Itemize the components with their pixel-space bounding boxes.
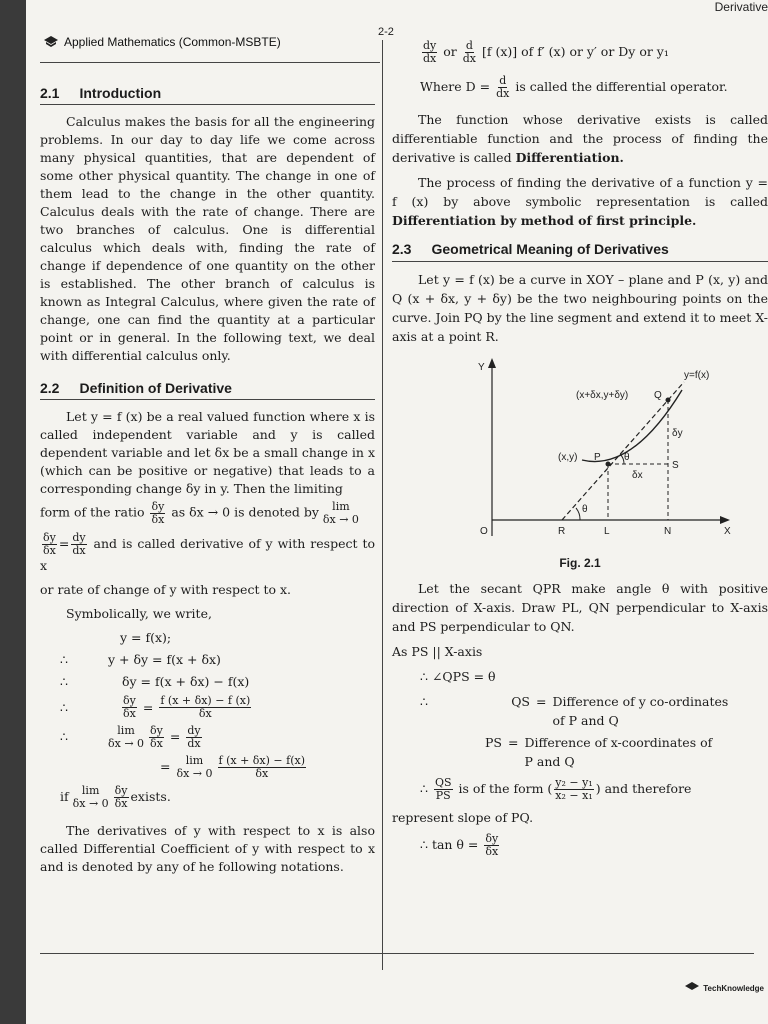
svg-text:O: O bbox=[480, 526, 488, 537]
right-column bbox=[392, 40, 768, 864]
slope-form-line: ∴ $\frac{QS}{PS}$ is of the form ( $\frac{\text{y₂ − y₁}}{\text{x₂ − x₁}}$ ) and therefore bbox=[420, 776, 692, 802]
section-number: 2.3 bbox=[392, 241, 412, 257]
svg-text:N: N bbox=[664, 526, 672, 537]
x-arrow-icon bbox=[720, 516, 730, 524]
section-title: Introduction bbox=[79, 85, 162, 101]
left-column bbox=[40, 70, 375, 882]
geometric-paragraph: Let y = f (x) be a curve in XOY – plane and P (x, y) and Q (x + δx, y + δy) be the two neighbouring points on the curve. Join PQ by the line segment and extend it to meet X-axis at a point R. bbox=[392, 272, 768, 344]
svg-text:δy: δy bbox=[672, 428, 683, 439]
rate-of-change-line: or rate of change of y with respect to x. bbox=[40, 582, 291, 597]
section-title: Geometrical Meaning of Derivatives bbox=[431, 241, 669, 257]
svg-text:y=f(x): y=f(x) bbox=[684, 370, 710, 381]
svg-text:δx: δx bbox=[632, 470, 643, 481]
intro-paragraph: Calculus makes the basis for all the engineering problems. In our day to day life we come across many physical quantities, that are dependent of some other physical quantity. The change in one of them lead to the change in the other quantity. Calculus deals with the rate of change. There are two branches of calculus. One is differential calculus which deals with, finding the rate of change if dependence of one quantity on the other is established. The other branch of calculus is known as Integral Calculus, where given the rate of change, one can find the quantity at a particular point or in general. In the following text, we deal with differential calculus only. bbox=[40, 114, 375, 363]
publisher-logo-icon bbox=[44, 36, 58, 48]
svg-text:θ: θ bbox=[624, 452, 630, 463]
svg-text:Q: Q bbox=[654, 390, 662, 401]
angle-qps-line: ∴ ∠QPS = θ bbox=[420, 669, 496, 684]
existence-condition: if lim δx → 0 $\frac{\delta y}{\delta x}$ exists. bbox=[60, 783, 171, 810]
equation-3: ∴ δy = f(x + δx) − f(x) bbox=[60, 674, 250, 689]
ps-definition: PS = Difference of x-coordinates of P and Q bbox=[485, 735, 713, 769]
footer-divider bbox=[40, 953, 754, 954]
chapter-header: Derivative bbox=[714, 0, 768, 14]
angle-arc-r bbox=[576, 508, 580, 520]
parallel-line: As PS || X-axis bbox=[392, 644, 483, 659]
definition-ratio-line: form of the ratio $\frac{\delta y}{\delta x}$ as δx → 0 is denoted by lim δx → 0 bbox=[40, 499, 359, 526]
figure-caption: Fig. 2.1 bbox=[559, 556, 601, 570]
book-title: Applied Mathematics (Common-MSBTE) bbox=[64, 35, 281, 49]
svg-text:P: P bbox=[594, 452, 601, 463]
equation-5: ∴ lim δx → 0 $\frac{\delta y}{\delta x}$ = $\frac{dy}{dx}$ bbox=[60, 723, 201, 750]
notation-line: $\frac{dy}{dx}$ or $\frac{d}{dx}$ [f (x)] of f′ (x) or y′ or Dy or y₁ bbox=[423, 39, 669, 65]
differentiation-paragraph: The function whose derivative exists is called differentiable function and the process of finding the derivative is called Differentiation. bbox=[392, 112, 768, 165]
svg-text:R: R bbox=[558, 526, 566, 537]
secant-line bbox=[562, 382, 684, 520]
section-2-1-heading bbox=[40, 84, 375, 105]
header-divider bbox=[40, 62, 380, 63]
section-number: 2.2 bbox=[40, 380, 60, 396]
svg-text:θ: θ bbox=[582, 504, 588, 515]
qs-definition: ∴ QS = Difference of y co-ordinates of P and Q bbox=[420, 694, 729, 728]
first-principle-paragraph: The process of finding the derivative of a function y = f (x) by above symbolic representation is called Differentiation by method of first principle. bbox=[392, 175, 768, 228]
y-arrow-icon bbox=[488, 358, 496, 368]
section-title: Definition of Derivative bbox=[79, 380, 232, 396]
svg-text:(x+δx,y+δy): (x+δx,y+δy) bbox=[576, 390, 629, 401]
tan-line: ∴ tan θ = $\frac{\delta y}{\delta x}$ bbox=[420, 832, 499, 858]
differential-operator-line: Where D = $\frac{d}{dx}$ is called the differential operator. bbox=[420, 74, 728, 100]
equation-1: y = f(x); bbox=[120, 630, 172, 645]
column-divider bbox=[382, 40, 383, 970]
definition-paragraph: Let y = f (x) be a real valued function where x is called independent variable and y is called dependent variable and let δx be a small change in x (which can be positive or negative) that leads to a corresponding change δy in y. Then the limiting bbox=[40, 409, 375, 496]
publisher-footer: TechKnowledge bbox=[685, 982, 764, 994]
publisher-logo-icon bbox=[685, 982, 699, 994]
symbolic-label: Symbolically, we write, bbox=[66, 606, 212, 621]
section-2-3-heading bbox=[392, 240, 768, 262]
section-number: 2.1 bbox=[40, 85, 60, 101]
equation-4: ∴ $\frac{\delta y}{\delta x}$ = $\frac{f (x + \delta x) - f (x)}{\delta x}$ bbox=[60, 694, 251, 720]
derivative-definition-line: $\frac{\delta y}{\delta x}$ = $\frac{dy}{dx}$ and is called derivative of y with respect to x bbox=[40, 531, 375, 573]
section-2-2-heading bbox=[40, 379, 375, 400]
book-header bbox=[44, 35, 281, 49]
svg-text:(x,y): (x,y) bbox=[558, 452, 578, 463]
point-p bbox=[606, 462, 611, 467]
equation-6: = lim δx → 0 $\frac{f (x + \delta x) - f(x)}{\delta x}$ bbox=[160, 753, 305, 780]
notation-paragraph: The derivatives of y with respect to x is also called Differential Coefficient of y with respect to x and is denoted by any of he following notations. bbox=[40, 823, 375, 874]
secant-paragraph: Let the secant QPR make angle θ with positive direction of X-axis. Draw PL, QN perpendicular to X-axis and PS perpendicular to QN. bbox=[392, 581, 768, 634]
svg-text:Y: Y bbox=[478, 362, 485, 373]
derivative-diagram bbox=[432, 352, 762, 552]
svg-text:L: L bbox=[604, 526, 610, 537]
textbook-page bbox=[26, 0, 768, 1024]
slope-line: represent slope of PQ. bbox=[392, 810, 534, 825]
svg-text:S: S bbox=[672, 460, 679, 471]
figure-2-1 bbox=[392, 352, 768, 552]
equation-2: ∴ y + δy = f(x + δx) bbox=[60, 652, 221, 667]
svg-text:X: X bbox=[724, 526, 731, 537]
point-q bbox=[666, 398, 671, 403]
page-number: 2-2 bbox=[378, 26, 394, 38]
